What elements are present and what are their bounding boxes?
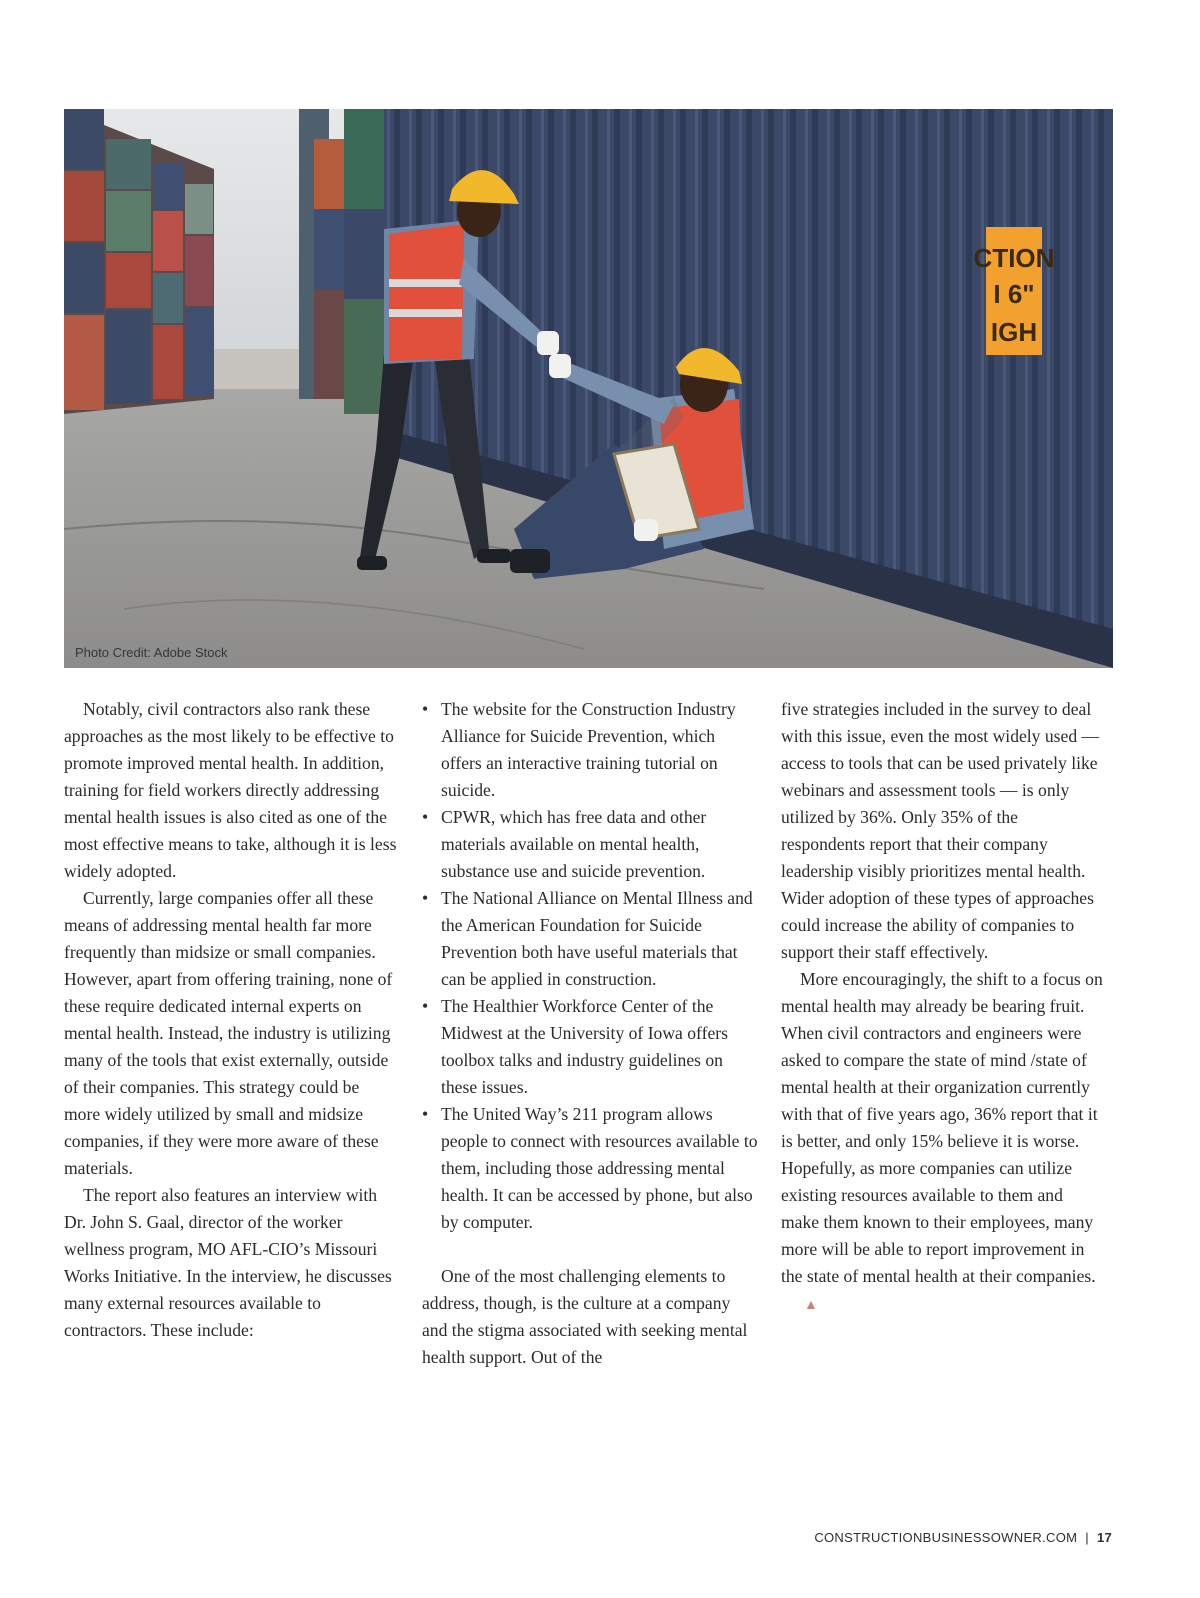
text-column-1 (64, 696, 397, 1344)
svg-text:I 6": I 6" (993, 279, 1035, 309)
list-item: • The National Alliance on Mental Illness and the American Foundation for Suicide Prevention both have useful materials that can be applied in construction. (422, 885, 758, 993)
paragraph (781, 966, 1103, 1319)
workers-photo-illustration (64, 109, 1113, 668)
list-item: • The website for the Construction Industry Alliance for Suicide Prevention, which offers an interactive training tutorial on suicide. (422, 696, 758, 804)
paragraph: The report also features an interview with Dr. John S. Gaal, director of the worker wellness program, MO AFL-CIO’s Missouri Works Initiative. In the interview, he discusses many external resources available to contractors. These include: (64, 1185, 392, 1340)
page-footer (814, 1530, 1112, 1545)
text-column-3 (781, 696, 1103, 1319)
paragraph: One of the most challenging elements to address, though, is the culture at a company and the stigma associated with seeking mental health support. Out of the (422, 1266, 748, 1367)
footer-site: CONSTRUCTIONBUSINESSOWNER.COM (814, 1530, 1078, 1545)
paragraph: Currently, large companies offer all these means of addressing mental health far more frequently than midsize or small companies. However, apart from offering training, none of these require dedicated internal experts on mental health. Instead, the industry is utilizing many of the tools that exist externally, outside of their companies. This strategy could be more widely utilized by small and midsize companies, if they were more aware of these materials. (64, 888, 393, 1178)
photo-credit: Photo Credit: Adobe Stock (75, 645, 228, 660)
paragraph: five strategies included in the survey to deal with this issue, even the most widely used — access to tools that can be used privately like webinars and assessment tools — is only utilized by 36%. Only 35% of the respondents report that their company leadership visibly prioritizes mental health. Wider adoption of these types of approaches could increase the ability of companies to support their staff effectively. (781, 699, 1100, 962)
resource-list (422, 696, 758, 1236)
svg-text:IGH: IGH (990, 317, 1038, 347)
list-item: • The United Way’s 211 program allows people to connect with resources available to them, including those addressing mental health. It can be accessed by phone, but also by computer. (422, 1101, 758, 1236)
page-number: 17 (1096, 1530, 1112, 1545)
end-mark-icon: ▲ (804, 1298, 818, 1313)
svg-text:CTION: CTION (973, 243, 1055, 273)
text-column-2 (422, 696, 758, 1371)
article-photo (64, 109, 1113, 668)
footer-separator: | (1085, 1530, 1089, 1545)
list-item: • The Healthier Workforce Center of the Midwest at the University of Iowa offers toolbox talks and industry guidelines on these issues. (422, 993, 758, 1101)
paragraph-text: More encouragingly, the shift to a focus on mental health may already be bearing fruit. When civil contractors and engineers were asked to compare the state of mind /state of mental health at their organization currently with that of five years ago, 36% report that it is better, and only 15% believe it is worse. Hopefully, as more companies can utilize existing resources available to them and make them known to their employees, many more will be able to report improvement in the state of mental health at their companies. (781, 969, 1103, 1286)
paragraph: Notably, civil contractors also rank these approaches as the most likely to be effective to promote improved mental health. In addition, training for field workers directly addressing mental health issues is also cited as one of the most effective means to take, although it is less widely adopted. (64, 699, 397, 881)
list-item: • CPWR, which has free data and other materials available on mental health, substance use and suicide prevention. (422, 804, 758, 885)
